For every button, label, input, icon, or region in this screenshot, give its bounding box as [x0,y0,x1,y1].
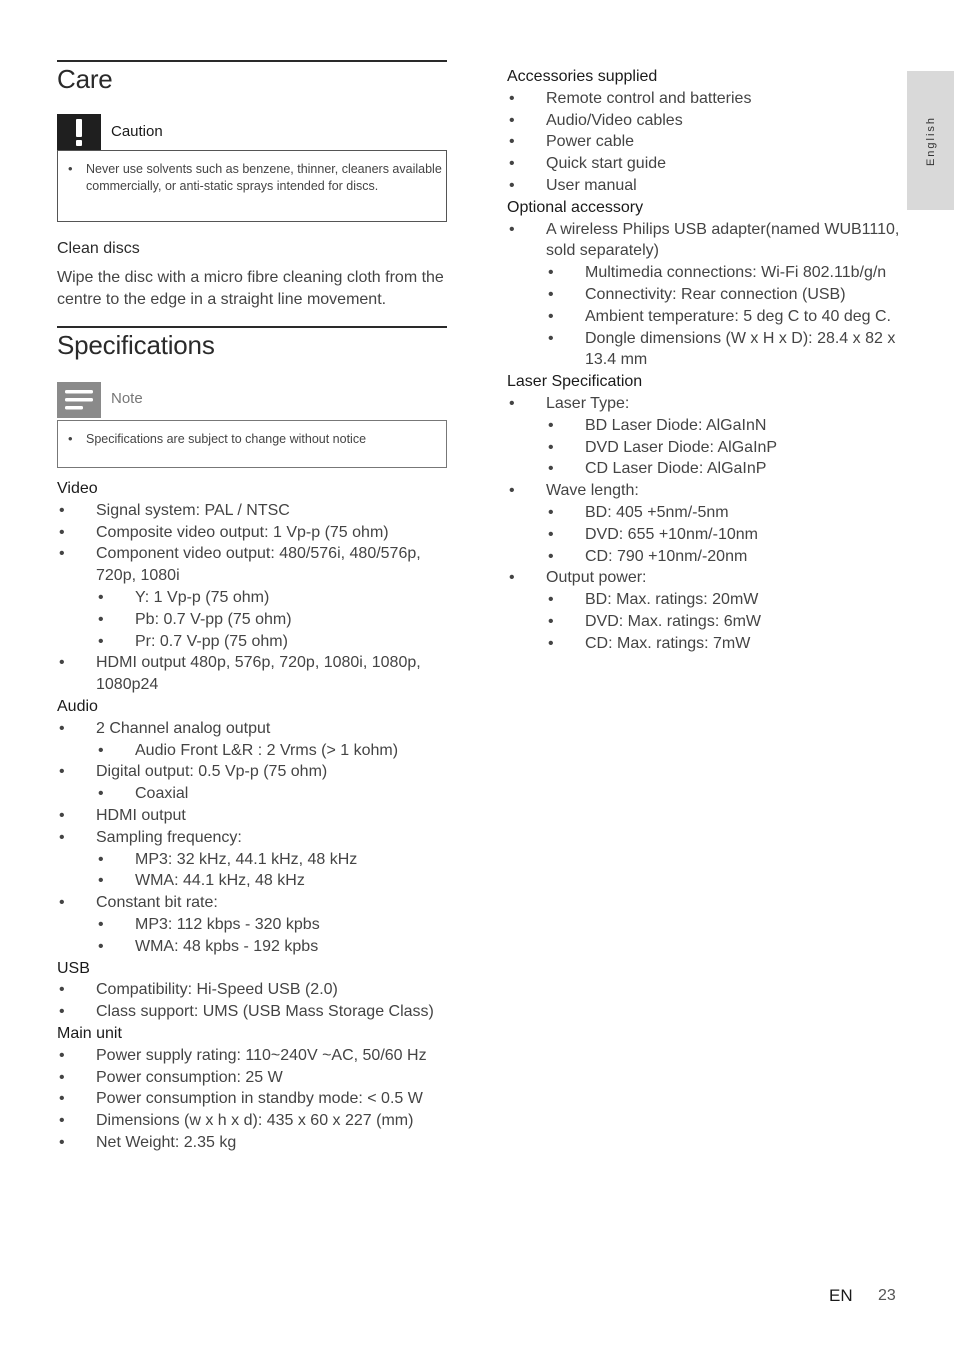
caution-label: Caution [111,123,163,140]
spec-list-item: • MP3: 112 kbps - 320 kpbs [57,914,449,936]
footer-language: EN [829,1286,853,1305]
spec-list-item: • Power supply rating: 110~240V ~AC, 50/60 Hz [57,1045,449,1067]
spec-list-item: • MP3: 32 kHz, 44.1 kHz, 48 kHz [57,849,449,871]
caution-box [57,150,447,222]
spec-list-item: • CD Laser Diode: AlGaInP [507,458,902,480]
spec-section-heading: Accessories supplied [507,68,658,85]
spec-list-item: • Dongle dimensions (W x H x D): 28.4 x 82 x 13.4 mm [507,328,902,372]
left-spec-list [57,478,449,1154]
spec-list-item: • BD: Max. ratings: 20mW [507,589,902,611]
spec-list-item: • Coaxial [57,783,449,805]
spec-list-item: • Component video output: 480/576i, 480/576p, 720p, 1080i [57,543,449,587]
side-tab-label: English [924,115,937,166]
spec-list-item: • Output power: [507,567,902,589]
page-number: 23 [878,1287,896,1304]
note-text: • Specifications are subject to change without notice [58,431,446,448]
spec-list-item: • A wireless Philips USB adapter(named WUB1110, sold separately) [507,219,902,263]
spec-section-heading: Video [57,480,98,497]
care-title: Care [57,64,113,94]
spec-list-item: • Ambient temperature: 5 deg C to 40 deg C. [507,306,902,328]
note-icon [57,382,101,418]
spec-list-item: • Signal system: PAL / NTSC [57,500,449,522]
spec-section-heading: Optional accessory [507,198,644,216]
note-label: Note [111,390,143,407]
caution-icon [57,114,101,150]
spec-list-item: • HDMI output [57,805,449,827]
spec-list-item: • Power consumption: 25 W [57,1067,449,1089]
spec-list-item: • Pr: 0.7 V-pp (75 ohm) [57,631,449,653]
spec-list-item: • BD: 405 +5nm/-5nm [507,502,902,524]
spec-list-item: • Sampling frequency: [57,827,449,849]
spec-list-item: • CD: Max. ratings: 7mW [507,633,902,655]
spec-list-item: • Wave length: [507,480,902,502]
spec-list-item: • Compatibility: Hi-Speed USB (2.0) [57,979,449,1001]
spec-list-item: • WMA: 48 kpbs - 192 kpbs [57,936,449,958]
spec-list-item: • DVD Laser Diode: AlGaInP [507,437,902,459]
spec-section-heading: Audio [57,697,98,715]
spec-list-item: • Constant bit rate: [57,892,449,914]
spec-list-item: • WMA: 44.1 kHz, 48 kHz [57,870,449,892]
spec-list-item: • Composite video output: 1 Vp-p (75 ohm) [57,522,449,544]
spec-list-item: • Y: 1 Vp-p (75 ohm) [57,587,449,609]
spec-list-item: • Remote control and batteries [507,88,902,110]
caution-text: • Never use solvents such as benzene, thinner, cleaners available commercially, or anti-static sprays intended for discs. [58,161,446,195]
spec-list-item: • DVD: 655 +10nm/-10nm [507,524,902,546]
care-top-rule [57,60,447,62]
spec-list-item: • Connectivity: Rear connection (USB) [507,284,902,306]
specs-top-rule [57,326,447,328]
clean-discs-text: Wipe the disc with a micro fibre cleaning cloth from the centre to the edge in a straight line movement. [57,269,444,308]
spec-list-item: • Audio/Video cables [507,110,902,132]
clean-discs-title: Clean discs [57,240,140,257]
spec-list-item: • Power consumption in standby mode: < 0.5 W [57,1088,449,1110]
spec-section-heading: USB [57,959,90,977]
right-spec-list [507,66,902,655]
spec-list-item: • Audio Front L&R : 2 Vrms (> 1 kohm) [57,740,449,762]
spec-list-item: • Dimensions (w x h x d): 435 x 60 x 227 (mm) [57,1110,449,1132]
spec-list-item: • Power cable [507,131,902,153]
spec-list-item: • 2 Channel analog output [57,718,449,740]
spec-list-item: • Multimedia connections: Wi-Fi 802.11b/g/n [507,262,902,284]
spec-list-item: • Laser Type: [507,393,902,415]
language-side-tab [907,71,954,210]
spec-list-item: • HDMI output 480p, 576p, 720p, 1080i, 1080p, 1080p24 [57,652,449,696]
spec-list-item: • Net Weight: 2.35 kg [57,1132,449,1154]
spec-list-item: • Quick start guide [507,153,902,175]
spec-list-item: • Class support: UMS (USB Mass Storage Class) [57,1001,449,1023]
spec-list-item: • Digital output: 0.5 Vp-p (75 ohm) [57,761,449,783]
specs-title: Specifications [57,330,215,360]
note-box [57,420,447,468]
spec-list-item: • DVD: Max. ratings: 6mW [507,611,902,633]
spec-list-item: • User manual [507,175,902,197]
spec-section-heading: Main unit [57,1024,122,1042]
spec-section-heading: Laser Specification [507,373,643,391]
spec-list-item: • Pb: 0.7 V-pp (75 ohm) [57,609,449,631]
spec-list-item: • BD Laser Diode: AlGaInN [507,415,902,437]
spec-list-item: • CD: 790 +10nm/-20nm [507,546,902,568]
